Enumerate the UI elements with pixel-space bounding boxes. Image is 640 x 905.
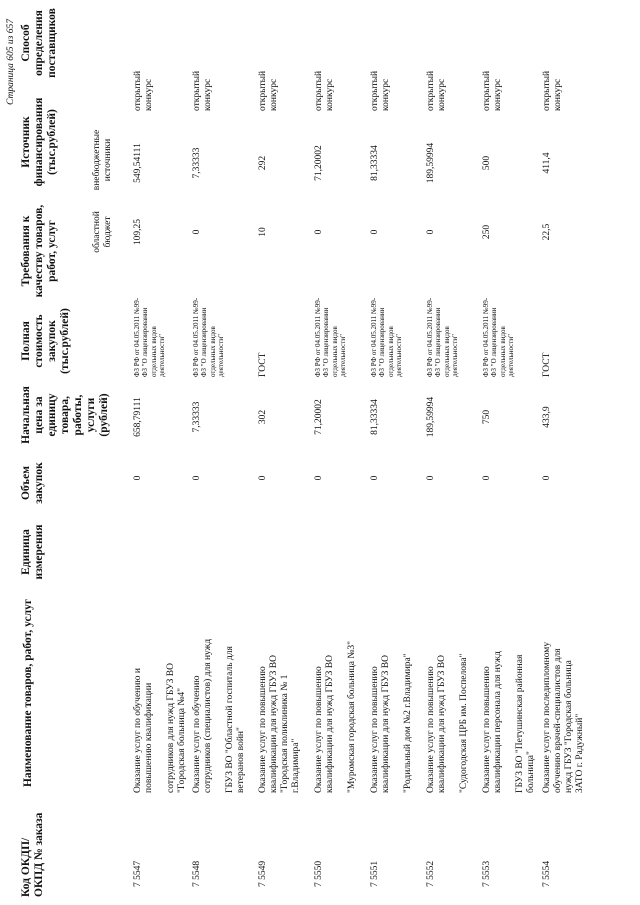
item-name-line: квалификации для нужд ГБУЗ ВО: [381, 654, 391, 793]
item-name-line: г.Владимира": [291, 738, 301, 793]
header-financing: Источник финансирования (тыс.рублей): [20, 97, 58, 187]
item-name-line: ЗАТО г. Радужный": [575, 713, 585, 793]
requirement-line: ФЗ РФ от 04.05.2011 №99-: [426, 297, 434, 377]
item-name-line: ветеранов войн": [236, 727, 246, 793]
header-method: Способ определения поставщиков: [20, 8, 58, 78]
requirement-line: отдельных видов: [208, 326, 217, 377]
regional-budget: 250: [482, 224, 492, 240]
item-name-line: Оказание услуг по обучению: [192, 675, 202, 793]
requirement-line: ФЗ "О лицензировании: [434, 307, 443, 377]
supplier-method: открытый конкурс: [133, 70, 154, 111]
requirement-line: ФЗ "О лицензировании: [322, 307, 331, 377]
item-name-line: сотрудников для нужд ГБУЗ ВО: [166, 663, 176, 793]
item-name-line: Оказание услуг по повышению: [370, 666, 380, 793]
requirement-line: отдельных видов: [386, 326, 395, 377]
header-volume: Объем закупок: [20, 462, 45, 504]
header-unit: Единица измерения: [20, 524, 45, 580]
regional-budget: 0: [370, 229, 380, 235]
order-code: 7 5553: [482, 860, 492, 887]
item-name-line: нужд ГБУЗ "Городская больница: [564, 660, 574, 793]
item-name-line: "Муромская городская больница №3": [347, 640, 357, 793]
item-name-line: квалификации персонала для нужд: [493, 651, 503, 793]
total-cost: 71,20002: [314, 399, 324, 435]
page-footer: Страница 605 из 657: [6, 19, 16, 105]
header-code: Код ОКДП/ ОКПД № заказа: [20, 812, 45, 897]
item-name-line: Оказание услуг по последипломному: [542, 641, 552, 793]
requirement-line: деятельности": [450, 334, 459, 377]
supplier-method: открытый конкурс: [542, 70, 563, 111]
supplier-method: открытый конкурс: [482, 70, 503, 111]
item-name: [258, 593, 302, 793]
requirement-line: ФЗ "О лицензировании: [200, 307, 209, 377]
item-name-line: Оказание услуг по обучению и: [133, 668, 143, 793]
requirement-line: отдельных видов: [149, 326, 158, 377]
header-total: Полная стоимость закупок (тыс.рублей): [20, 308, 71, 374]
start-price: 0: [258, 475, 268, 481]
order-code: 7 5552: [426, 860, 436, 887]
item-name-line: Оказание услуг по повышению: [258, 666, 268, 793]
requirement-line: ФЗ РФ от 04.05.2011 №99-: [370, 297, 378, 377]
requirement-line: ФЗ "О лицензировании: [378, 307, 387, 377]
extra-budget: 549,54111: [133, 143, 143, 183]
quality-requirements: [258, 272, 269, 377]
total-cost: 433,9: [542, 406, 552, 428]
item-name: [133, 593, 188, 793]
requirement-line: отдельных видов: [330, 326, 339, 377]
requirement-line: ФЗ РФ от 04.05.2011 №99-: [314, 297, 322, 377]
item-name-line: [448, 593, 459, 793]
extra-budget: 81,33334: [370, 145, 380, 181]
item-name-line: "Родильный дом №2 г.Владимира": [403, 653, 413, 793]
item-name-line: [336, 593, 347, 793]
item-name-line: [392, 593, 403, 793]
item-name-line: квалификации для нужд ГБУЗ ВО: [269, 654, 279, 793]
quality-requirements: [314, 272, 347, 377]
extra-budget: 189,59994: [426, 142, 436, 184]
item-name-line: "Городская поликлиника № 1: [280, 674, 290, 793]
requirement-line: деятельности": [157, 334, 166, 377]
regional-budget: 0: [426, 229, 436, 235]
start-price: 0: [482, 475, 492, 481]
total-cost: 7,33333: [192, 401, 202, 433]
quality-requirements: [192, 272, 225, 377]
item-name-line: квалификации для нужд ГБУЗ ВО: [437, 654, 447, 793]
requirement-line: ГОСТ: [258, 352, 268, 377]
order-code: 7 5551: [370, 860, 380, 887]
extra-budget: 71,20002: [314, 145, 324, 181]
supplier-method: открытый конкурс: [258, 70, 279, 111]
header-start-price: Начальная цена за единицу товара, работы, услуги (рублей): [20, 386, 110, 444]
start-price: 0: [133, 475, 143, 481]
item-name: [314, 593, 358, 793]
financing-regional-subheader: областной бюджет: [92, 211, 113, 253]
requirement-line: деятельности": [338, 334, 347, 377]
item-name: [192, 593, 247, 793]
total-cost: 302: [258, 409, 268, 425]
item-name: [542, 593, 586, 793]
supplier-method: открытый конкурс: [426, 70, 447, 111]
requirement-line: ФЗ "О лицензировании: [141, 307, 150, 377]
start-price: 0: [426, 475, 436, 481]
quality-requirements: [370, 272, 403, 377]
regional-budget: 10: [258, 227, 268, 237]
requirement-line: ФЗ РФ от 04.05.2011 №99-: [133, 297, 141, 377]
total-cost: 189,59994: [426, 396, 436, 438]
item-name-line: обучению врачей-специалистов для: [553, 648, 563, 793]
regional-budget: 109,25: [133, 218, 143, 246]
requirement-line: ФЗ РФ от 04.05.2011 №99-: [482, 297, 490, 377]
start-price: 0: [314, 475, 324, 481]
header-requirements: Требования к качеству товаров, работ, услуг: [20, 204, 58, 298]
item-name-line: повышению квалификации: [144, 682, 154, 793]
item-name-line: Оказание услуг по повышению: [426, 666, 436, 793]
item-name-line: больница": [526, 751, 536, 793]
item-name: [370, 593, 414, 793]
total-cost: 81,33334: [370, 399, 380, 435]
requirement-line: отдельных видов: [498, 326, 507, 377]
extra-budget: 292: [258, 155, 268, 171]
requirement-line: ФЗ РФ от 04.05.2011 №99-: [192, 297, 200, 377]
order-code: 7 5554: [542, 860, 552, 887]
quality-requirements: [542, 272, 553, 377]
item-name-line: квалификации для нужд ГБУЗ ВО: [325, 654, 335, 793]
item-name-line: Оказание услуг по повышению: [482, 666, 492, 793]
item-name-line: ГБУЗ ВО "Областной госпиталь для: [225, 646, 235, 793]
item-name-line: [214, 593, 225, 793]
requirement-line: деятельности": [506, 334, 515, 377]
item-name: [426, 593, 470, 793]
order-code: 7 5547: [133, 860, 143, 887]
item-name-line: "Городская больница №4": [177, 687, 187, 793]
item-name: [482, 593, 537, 793]
start-price: 0: [542, 475, 552, 481]
item-name-line: "Судогодская ЦРБ им. Поспелова": [459, 653, 469, 793]
order-code: 7 5549: [258, 860, 268, 887]
requirement-line: ФЗ "О лицензировании: [490, 307, 499, 377]
regional-budget: 0: [192, 229, 202, 235]
requirement-line: ГОСТ: [542, 352, 552, 377]
quality-requirements: [426, 272, 459, 377]
requirement-line: деятельности": [394, 334, 403, 377]
item-name-line: [155, 593, 166, 793]
total-cost: 658,79111: [133, 397, 143, 437]
header-name: Наименование товаров, работ, услуг: [22, 598, 34, 788]
item-name-line: сотрудников (специалистов) для нужд: [203, 638, 213, 793]
extra-budget: 7,33333: [192, 147, 202, 179]
regional-budget: 0: [314, 229, 324, 235]
supplier-method: открытый конкурс: [314, 70, 335, 111]
order-code: 7 5550: [314, 860, 324, 887]
start-price: 0: [192, 475, 202, 481]
requirement-line: деятельности": [216, 334, 225, 377]
quality-requirements: [482, 272, 515, 377]
item-name-line: Оказание услуг по повышению: [314, 666, 324, 793]
total-cost: 750: [482, 409, 492, 425]
regional-budget: 22,5: [542, 223, 552, 241]
order-code: 7 5548: [192, 860, 202, 887]
item-name-line: ГБУЗ ВО "Петушинская районная: [515, 654, 525, 793]
extra-budget: 500: [482, 155, 492, 171]
item-name-line: [504, 593, 515, 793]
extra-budget: 411,4: [542, 152, 552, 174]
supplier-method: открытый конкурс: [370, 70, 391, 111]
quality-requirements: [133, 272, 166, 377]
requirement-line: отдельных видов: [442, 326, 451, 377]
start-price: 0: [370, 475, 380, 481]
supplier-method: открытый конкурс: [192, 70, 213, 111]
financing-extra-subheader: внебюджетные источники: [92, 129, 113, 191]
